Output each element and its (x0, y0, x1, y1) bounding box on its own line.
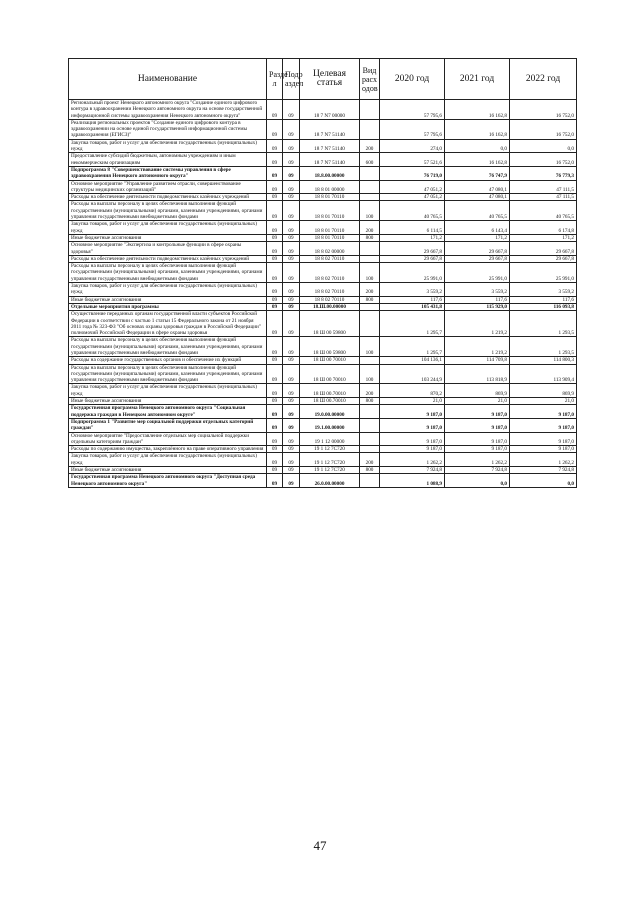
cell-2022: 869,9 (510, 384, 577, 398)
cell-vid: 200 (360, 453, 380, 467)
cell-2021: 1 262,2 (445, 453, 510, 467)
cell-name: Иные бюджетные ассигнования (69, 234, 267, 241)
cell-article: 19 1 12 7С720 (300, 453, 360, 467)
cell-2022: 113 909,4 (510, 364, 577, 384)
table-row (69, 100, 577, 120)
header-name: Наименование (69, 59, 267, 100)
cell-2020: 6 114,5 (380, 221, 445, 235)
cell-name: Расходы на обеспечение деятельности подведомственных казённых учреждений (69, 194, 267, 201)
cell-vid: 800 (360, 467, 380, 474)
cell-vid (360, 100, 380, 120)
cell-article: 18 8 01 70110 (300, 194, 360, 201)
cell-razdel: 09 (267, 255, 283, 262)
cell-article: 18 8 02 00000 (300, 242, 360, 256)
cell-2021: 29 667,8 (445, 255, 510, 262)
cell-2022: 9 187,0 (510, 446, 577, 453)
cell-2021: 9 187,0 (445, 446, 510, 453)
cell-2021: 114 709,8 (445, 357, 510, 364)
cell-2022: 76 779,3 (510, 166, 577, 180)
cell-2021: 16 162,8 (445, 119, 510, 139)
cell-podrazdel: 09 (283, 384, 300, 398)
cell-razdel: 09 (267, 337, 283, 357)
cell-vid: 200 (360, 221, 380, 235)
cell-podrazdel: 09 (283, 296, 300, 303)
cell-2020: 40 765,5 (380, 201, 445, 221)
cell-razdel: 09 (267, 153, 283, 167)
table-row (69, 119, 577, 139)
cell-article: 18.Ш.00.00000 (300, 303, 360, 310)
cell-razdel: 09 (267, 432, 283, 446)
cell-2022: 9 187,0 (510, 418, 577, 432)
cell-2022: 116 093,8 (510, 303, 577, 310)
cell-name: Расходы на обеспечение деятельности подведомственных казённых учреждений (69, 255, 267, 262)
cell-2021: 115 929,0 (445, 303, 510, 310)
cell-2021: 9 187,0 (445, 418, 510, 432)
cell-podrazdel: 09 (283, 467, 300, 474)
cell-2022: 114 800,3 (510, 357, 577, 364)
cell-2020: 1 295,7 (380, 337, 445, 357)
cell-vid (360, 311, 380, 337)
cell-2021: 16 162,8 (445, 153, 510, 167)
cell-name: Закупка товаров, работ и услуг для обеспечения государственных (муниципальных) нужд (69, 453, 267, 467)
cell-podrazdel: 09 (283, 100, 300, 120)
cell-article: 18 8 01 70110 (300, 221, 360, 235)
cell-2020: 76 719,0 (380, 166, 445, 180)
cell-article: 18 8 01 00000 (300, 180, 360, 194)
cell-2022: 29 667,8 (510, 255, 577, 262)
cell-razdel: 09 (267, 242, 283, 256)
cell-razdel: 09 (267, 453, 283, 467)
cell-razdel: 09 (267, 418, 283, 432)
cell-article: 18 8 02 70110 (300, 283, 360, 297)
cell-article: 18 8 02 70110 (300, 296, 360, 303)
cell-2022: 3 559,2 (510, 283, 577, 297)
cell-article: 19 1 12 7С720 (300, 446, 360, 453)
cell-podrazdel: 09 (283, 474, 300, 488)
cell-name: Государственная программа Ненецкого автономного округа "Социальная поддержка граждан в Ненецком автономном округе" (69, 405, 267, 419)
cell-2022: 9 187,0 (510, 405, 577, 419)
cell-vid: 800 (360, 296, 380, 303)
cell-article: 18 7 N7 51140 (300, 153, 360, 167)
cell-razdel: 09 (267, 398, 283, 405)
cell-vid: 200 (360, 283, 380, 297)
cell-podrazdel: 09 (283, 303, 300, 310)
cell-podrazdel: 09 (283, 453, 300, 467)
cell-name: Расходы на выплаты персоналу в целях обеспечения выполнения функций государственными (муниципальными) органами, казенными учреждениями, органами управления государственными внебюджетными фондами (69, 337, 267, 357)
cell-2022: 21,0 (510, 398, 577, 405)
cell-2022: 40 765,5 (510, 201, 577, 221)
cell-2020: 1 295,7 (380, 311, 445, 337)
cell-article: 19.0.00.00000 (300, 405, 360, 419)
table-row (69, 166, 577, 180)
cell-razdel: 09 (267, 263, 283, 283)
cell-name: Отдельные мероприятия программы (69, 303, 267, 310)
cell-razdel: 09 (267, 474, 283, 488)
cell-2021: 6 143,4 (445, 221, 510, 235)
cell-name: Закупка товаров, работ и услуг для обеспечения государственных (муниципальных) нужд (69, 283, 267, 297)
cell-article: 18 8 02 70110 (300, 263, 360, 283)
table-row (69, 432, 577, 446)
cell-razdel: 09 (267, 311, 283, 337)
cell-2021: 7 924,8 (445, 467, 510, 474)
cell-podrazdel: 09 (283, 119, 300, 139)
table-row (69, 283, 577, 297)
cell-podrazdel: 09 (283, 432, 300, 446)
cell-podrazdel: 09 (283, 405, 300, 419)
cell-vid: 100 (360, 201, 380, 221)
cell-2020: 29 667,8 (380, 242, 445, 256)
cell-2022: 171,2 (510, 234, 577, 241)
header-razdel: Разде л (267, 59, 283, 100)
cell-2020: 25 991,0 (380, 263, 445, 283)
header-2020: 2020 год (380, 59, 445, 100)
cell-2020: 7 924,8 (380, 467, 445, 474)
cell-2020: 103 244,9 (380, 364, 445, 384)
cell-2020: 9 187,0 (380, 405, 445, 419)
cell-2020: 57 521,6 (380, 153, 445, 167)
cell-razdel: 09 (267, 357, 283, 364)
table-row (69, 139, 577, 153)
cell-article: 26.0.00.00000 (300, 474, 360, 488)
table-body (69, 100, 577, 488)
cell-razdel: 09 (267, 139, 283, 153)
cell-name: Подпрограмма 8 "Совершенствование системы управления в сфере здравоохранения Ненецкого автономного округа" (69, 166, 267, 180)
cell-razdel: 09 (267, 201, 283, 221)
cell-2022: 7 924,8 (510, 467, 577, 474)
cell-podrazdel: 09 (283, 398, 300, 405)
cell-podrazdel: 09 (283, 311, 300, 337)
cell-2021: 21,0 (445, 398, 510, 405)
cell-vid: 100 (360, 337, 380, 357)
cell-name: Региональный проект Ненецкого автономного округа "Создание единого цифрового контура в здравоохранении Ненецкого автономного округа на основе государственной информационной системы здравоохранения Ненецкого автономного округа" (69, 100, 267, 120)
table-row (69, 255, 577, 262)
cell-2021: 869,9 (445, 384, 510, 398)
cell-article: 18 7 N7 51140 (300, 119, 360, 139)
cell-podrazdel: 09 (283, 337, 300, 357)
cell-2021: 1 219,2 (445, 337, 510, 357)
table-row (69, 474, 577, 488)
cell-podrazdel: 09 (283, 255, 300, 262)
cell-article: 18 Ш 00 70010 (300, 364, 360, 384)
cell-article: 18 7 N7 00000 (300, 100, 360, 120)
table-row (69, 303, 577, 310)
cell-2021: 76 747,9 (445, 166, 510, 180)
cell-name: Осуществление переданных органам государственной власти субъектов Российской Федерации в соответствии с частью 1 статьи 15 Федерального закона от 21 ноября 2011 года № 323-ФЗ "Об основах охраны здоровья граждан в Российской Федерации" полномочий Российской Федерации в сфере охраны здоровья (69, 311, 267, 337)
cell-2020: 117,6 (380, 296, 445, 303)
cell-podrazdel: 09 (283, 242, 300, 256)
cell-name: Основное мероприятие "Экспертиза и контрольные функции в сфере охраны здоровья" (69, 242, 267, 256)
cell-2020: 21,0 (380, 398, 445, 405)
cell-vid (360, 242, 380, 256)
cell-vid (360, 432, 380, 446)
cell-2021: 16 162,8 (445, 100, 510, 120)
cell-vid: 100 (360, 263, 380, 283)
cell-razdel: 09 (267, 234, 283, 241)
cell-razdel: 09 (267, 180, 283, 194)
cell-2020: 9 187,0 (380, 432, 445, 446)
cell-razdel: 09 (267, 405, 283, 419)
cell-name: Подпрограмма 1 "Развитие мер социальной поддержки отдельных категорий граждан" (69, 418, 267, 432)
cell-2021: 113 818,9 (445, 364, 510, 384)
cell-name: Расходы на содержание государственных органов и обеспечение их функций (69, 357, 267, 364)
cell-vid (360, 194, 380, 201)
cell-2021: 47 080,1 (445, 180, 510, 194)
cell-2022: 1 293,5 (510, 337, 577, 357)
cell-razdel: 09 (267, 467, 283, 474)
cell-article: 18 8 01 70110 (300, 201, 360, 221)
table-header-row (69, 59, 577, 100)
cell-razdel: 09 (267, 166, 283, 180)
cell-2020: 1 088,9 (380, 474, 445, 488)
cell-vid (360, 446, 380, 453)
cell-vid: 200 (360, 139, 380, 153)
cell-2022: 25 991,0 (510, 263, 577, 283)
cell-2022: 1 262,2 (510, 453, 577, 467)
cell-razdel: 09 (267, 119, 283, 139)
cell-2020: 105 431,8 (380, 303, 445, 310)
table-row (69, 384, 577, 398)
cell-2022: 16 752,0 (510, 100, 577, 120)
cell-podrazdel: 09 (283, 263, 300, 283)
cell-2021: 117,6 (445, 296, 510, 303)
cell-podrazdel: 09 (283, 180, 300, 194)
cell-name: Реализация региональных проектов "Создание единого цифрового контура в здравоохранении на основе единой государственной информационной системы здравоохранения (ЕГИСЗ)" (69, 119, 267, 139)
cell-name: Иные бюджетные ассигнования (69, 296, 267, 303)
table-row (69, 446, 577, 453)
table-row (69, 234, 577, 241)
cell-name: Основное мероприятие "Предоставление отдельных мер социальной поддержки отдельным категориям граждан" (69, 432, 267, 446)
cell-2020: 47 051,2 (380, 194, 445, 201)
cell-name: Закупка товаров, работ и услуг для обеспечения государственных (муниципальных) нужд (69, 384, 267, 398)
cell-article: 19 1 12 7С720 (300, 467, 360, 474)
cell-2020: 57 795,6 (380, 100, 445, 120)
cell-name: Иные бюджетные ассигнования (69, 398, 267, 405)
cell-podrazdel: 09 (283, 234, 300, 241)
cell-2020: 870,2 (380, 384, 445, 398)
header-vid: Вид расх одов (360, 59, 380, 100)
cell-vid (360, 119, 380, 139)
cell-podrazdel: 09 (283, 446, 300, 453)
cell-podrazdel: 09 (283, 418, 300, 432)
cell-vid (360, 405, 380, 419)
cell-2020: 9 187,0 (380, 418, 445, 432)
cell-vid: 800 (360, 234, 380, 241)
cell-2022: 16 752,0 (510, 119, 577, 139)
cell-name: Закупка товаров, работ и услуг для обеспечения государственных (муниципальных) нужд (69, 221, 267, 235)
cell-name: Расходы на выплаты персоналу в целях обеспечения выполнения функций государственными (муниципальными) органами, казенными учреждениями, органами управления государственными внебюджетными фондами (69, 201, 267, 221)
cell-2022: 16 752,0 (510, 153, 577, 167)
cell-2021: 171,2 (445, 234, 510, 241)
cell-razdel: 09 (267, 303, 283, 310)
cell-2021: 25 991,0 (445, 263, 510, 283)
cell-vid (360, 357, 380, 364)
cell-2020: 47 051,2 (380, 180, 445, 194)
cell-2022: 6 174,8 (510, 221, 577, 235)
header-podrazdel: Подр аздел (283, 59, 300, 100)
cell-vid (360, 474, 380, 488)
table-row (69, 221, 577, 235)
cell-vid: 200 (360, 384, 380, 398)
cell-podrazdel: 09 (283, 357, 300, 364)
cell-2020: 3 559,2 (380, 283, 445, 297)
cell-name: Закупка товаров, работ и услуг для обеспечения государственных (муниципальных) нужд (69, 139, 267, 153)
budget-page (68, 58, 576, 488)
cell-2021: 40 765,5 (445, 201, 510, 221)
cell-2022: 0,0 (510, 474, 577, 488)
cell-razdel: 09 (267, 100, 283, 120)
table-row (69, 418, 577, 432)
cell-vid: 800 (360, 398, 380, 405)
table-row (69, 364, 577, 384)
cell-2020: 104 136,1 (380, 357, 445, 364)
cell-article: 18 Ш 00.70010 (300, 384, 360, 398)
cell-vid: 100 (360, 364, 380, 384)
cell-2021: 0,0 (445, 139, 510, 153)
cell-name: Иные бюджетные ассигнования (69, 467, 267, 474)
table-row (69, 296, 577, 303)
cell-podrazdel: 09 (283, 194, 300, 201)
table-row (69, 153, 577, 167)
cell-2020: 171,2 (380, 234, 445, 241)
cell-article: 19 1 12 00000 (300, 432, 360, 446)
cell-razdel: 09 (267, 384, 283, 398)
header-2022: 2022 год (510, 59, 577, 100)
cell-2022: 47 111,5 (510, 194, 577, 201)
table-row (69, 405, 577, 419)
cell-2020: 274,0 (380, 139, 445, 153)
cell-2022: 1 293,5 (510, 311, 577, 337)
cell-razdel: 09 (267, 296, 283, 303)
cell-article: 18 Ш 00 70010 (300, 357, 360, 364)
cell-article: 18 8 01 70110 (300, 234, 360, 241)
cell-2021: 9 187,0 (445, 432, 510, 446)
cell-name: Расходы на выплаты персоналу в целях обеспечения выполнения функций государственными (муниципальными) органами, казенными учреждениями, органами управления государственными внебюджетными фондами (69, 263, 267, 283)
cell-article: 19.1.00.00000 (300, 418, 360, 432)
cell-razdel: 09 (267, 194, 283, 201)
cell-article: 18 8 02 70110 (300, 255, 360, 262)
table-row (69, 311, 577, 337)
cell-vid: 600 (360, 153, 380, 167)
cell-razdel: 09 (267, 221, 283, 235)
cell-vid (360, 418, 380, 432)
table-row (69, 357, 577, 364)
cell-vid (360, 180, 380, 194)
cell-2020: 9 187,0 (380, 446, 445, 453)
cell-article: 18 7 N7 51140 (300, 139, 360, 153)
table-row (69, 201, 577, 221)
cell-name: Расходы по содержанию имущества, закреплённого на праве оперативного управления (69, 446, 267, 453)
header-2021: 2021 год (445, 59, 510, 100)
table-row (69, 242, 577, 256)
budget-table (68, 58, 577, 488)
cell-2022: 9 187,0 (510, 432, 577, 446)
cell-2021: 0,0 (445, 474, 510, 488)
cell-2022: 47 111,5 (510, 180, 577, 194)
cell-podrazdel: 09 (283, 153, 300, 167)
cell-2021: 3 559,2 (445, 283, 510, 297)
cell-article: 18 Ш 00 59800 (300, 337, 360, 357)
cell-2021: 29 667,8 (445, 242, 510, 256)
table-row (69, 453, 577, 467)
table-row (69, 337, 577, 357)
cell-razdel: 09 (267, 283, 283, 297)
cell-name: Расходы на выплаты персоналу в целях обеспечения выполнения функций государственными (муниципальными) органами, казенными учреждениями, органами управления государственными внебюджетными фондами (69, 364, 267, 384)
cell-name: Предоставление субсидий бюджетным, автономным учреждениям и иным некоммерческим организациям (69, 153, 267, 167)
table-row (69, 398, 577, 405)
cell-2022: 117,6 (510, 296, 577, 303)
cell-2021: 9 187,0 (445, 405, 510, 419)
table-row (69, 263, 577, 283)
table-row (69, 180, 577, 194)
page-number: 47 (313, 838, 327, 853)
cell-podrazdel: 09 (283, 221, 300, 235)
cell-vid (360, 166, 380, 180)
cell-razdel: 09 (267, 364, 283, 384)
cell-podrazdel: 09 (283, 201, 300, 221)
cell-article: 18 Ш 00 59800 (300, 311, 360, 337)
cell-2020: 29 667,8 (380, 255, 445, 262)
cell-razdel: 09 (267, 446, 283, 453)
cell-podrazdel: 09 (283, 166, 300, 180)
cell-podrazdel: 09 (283, 364, 300, 384)
header-article: Целевая статья (300, 59, 360, 100)
cell-podrazdel: 09 (283, 283, 300, 297)
cell-article: 18 Ш 00.70010 (300, 398, 360, 405)
cell-2022: 29 667,8 (510, 242, 577, 256)
cell-2020: 1 262,2 (380, 453, 445, 467)
cell-vid (360, 303, 380, 310)
cell-podrazdel: 09 (283, 139, 300, 153)
table-row (69, 194, 577, 201)
cell-2020: 57 795,6 (380, 119, 445, 139)
cell-article: 18.8.00.00000 (300, 166, 360, 180)
cell-2021: 47 080,1 (445, 194, 510, 201)
cell-vid (360, 255, 380, 262)
cell-name: Основное мероприятие "Управление развитием отрасли, совершенствование структуры медицинских организаций" (69, 180, 267, 194)
table-row (69, 467, 577, 474)
cell-2022: 0,0 (510, 139, 577, 153)
cell-name: Государственная программа Ненецкого автономного округа "Доступная среда Ненецкого автономного округа" (69, 474, 267, 488)
cell-2021: 1 219,2 (445, 311, 510, 337)
